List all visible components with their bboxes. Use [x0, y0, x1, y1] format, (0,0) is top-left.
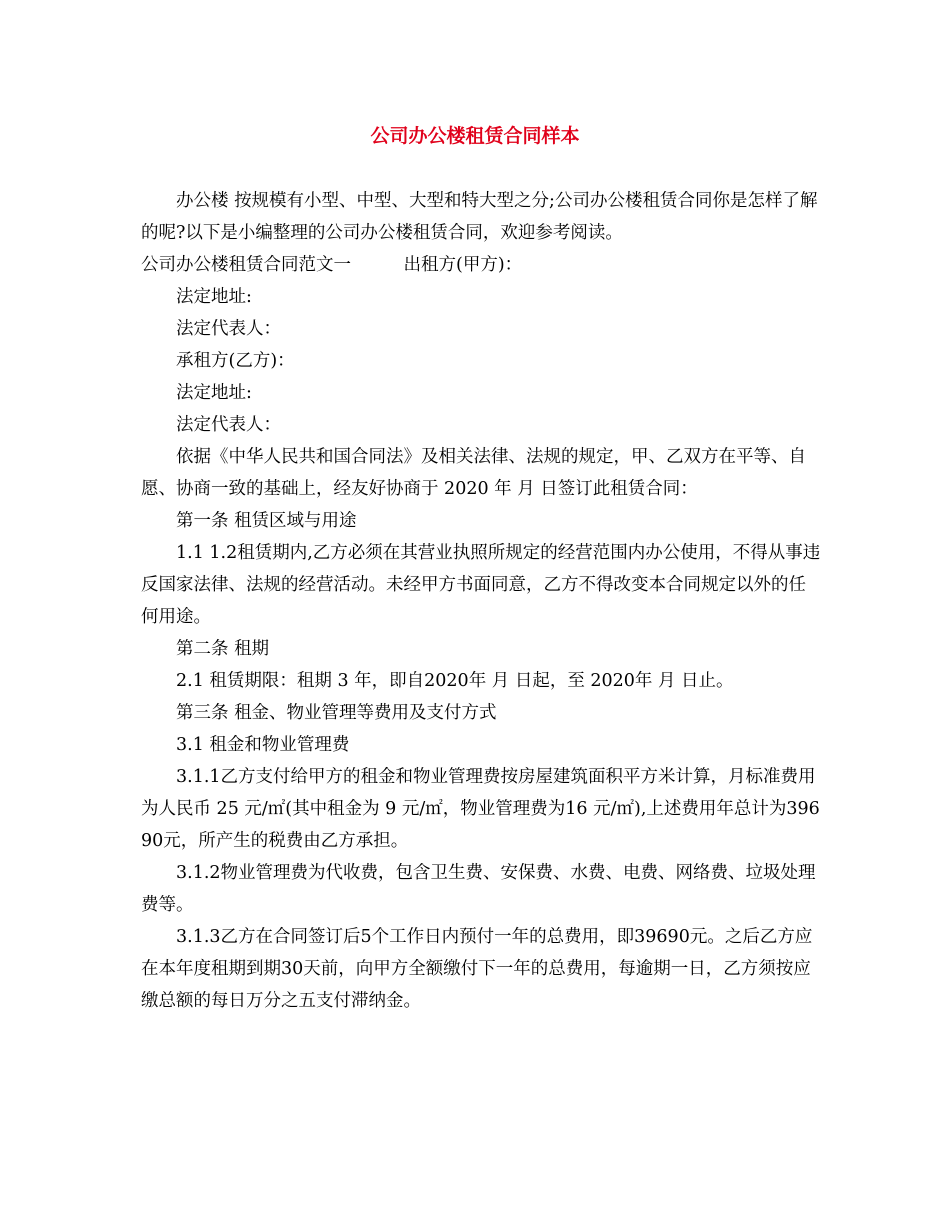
lessee-label: 承租方(乙方)： — [176, 351, 295, 371]
clause-2-1: 2.1 租赁期限：租期 3 年，即自2020年 月 日起，至 2020年 月 日止。 — [176, 671, 734, 691]
clause-3-1: 3.1 租金和物业管理费 — [176, 735, 350, 755]
sample-heading-line — [141, 249, 823, 281]
lessee-representative: 法定代表人： — [176, 415, 281, 435]
lessor-label: 出租方(甲方)： — [403, 255, 523, 275]
clause-3-1-1: 3.1.1乙方支付给甲方的租金和物业管理费按房屋建筑面积平方米计算，月标准费用为人民币 25 元/㎡(其中租金为 9 元/㎡，物业管理费为16 元/㎡),上述费用年总计为39690元，所产生的税费由乙方承担。 — [141, 767, 820, 851]
document-title: 公司办公楼租赁合同样本 — [370, 125, 580, 147]
article-2-heading: 第二条 租期 — [176, 639, 270, 659]
lessee-address: 法定地址: — [176, 383, 252, 403]
sample-heading: 公司办公楼租赁合同范文一 — [141, 255, 351, 275]
clause-3-1-3: 3.1.3乙方在合同签订后5个工作日内预付一年的总费用，即39690元。之后乙方应在本年度租期到期30天前，向甲方全额缴付下一年的总费用，每逾期一日，乙方须按应缴总额的每日万分之五支付滞纳金。 — [141, 927, 813, 1011]
article-3-heading: 第三条 租金、物业管理等费用及支付方式 — [176, 703, 497, 723]
document-body — [141, 185, 823, 1017]
clause-3-1-2: 3.1.2物业管理费为代收费，包含卫生费、安保费、水费、电费、网络费、垃圾处理费等。 — [141, 863, 816, 915]
lessor-representative: 法定代表人： — [176, 319, 281, 339]
basis-paragraph: 依据《中华人民共和国合同法》及相关法律、法规的规定，甲、乙双方在平等、自愿、协商一致的基础上，经友好协商于 2020 年 月 日签订此租赁合同： — [141, 447, 806, 499]
intro-paragraph: 办公楼 按规模有小型、中型、大型和特大型之分;公司办公楼租赁合同你是怎样了解的呢?以下是小编整理的公司办公楼租赁合同，欢迎参考阅读。 — [141, 191, 818, 243]
lessor-address: 法定地址: — [176, 287, 252, 307]
article-1-heading: 第一条 租赁区域与用途 — [176, 511, 357, 531]
clause-1-1: 1.1 1.2租赁期内,乙方必须在其营业执照所规定的经营范围内办公使用，不得从事违反国家法律、法规的经营活动。未经甲方书面同意，乙方不得改变本合同规定以外的任何用途。 — [141, 543, 821, 627]
